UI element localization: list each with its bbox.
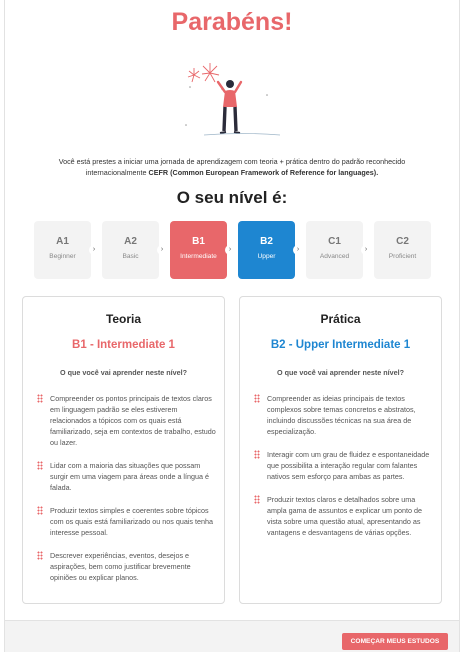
chevron-right-icon: › bbox=[361, 245, 371, 255]
practice-list bbox=[254, 393, 434, 538]
level-name: Intermediate bbox=[180, 253, 217, 260]
firework-right-icon bbox=[202, 63, 219, 82]
level-a2 bbox=[102, 221, 159, 279]
chevron-right-icon: › bbox=[293, 245, 303, 255]
drag-handle-icon bbox=[37, 506, 43, 515]
practice-card bbox=[239, 296, 442, 604]
theory-list bbox=[37, 393, 217, 583]
list-item bbox=[254, 494, 434, 538]
level-heading: O seu nível é: bbox=[176, 188, 288, 207]
chevron-right-icon: › bbox=[157, 245, 167, 255]
level-code: B1 bbox=[192, 236, 205, 247]
chevron-right-icon: › bbox=[89, 245, 99, 255]
list-item-text: Produzir textos simples e coerentes sobre tópicos com os quais está familiarizado ou nos quais tenha interesse pessoal. bbox=[50, 506, 214, 537]
list-item bbox=[37, 550, 217, 583]
level-name: Upper bbox=[257, 253, 276, 260]
level-code: B2 bbox=[260, 236, 273, 247]
list-item-text: Produzir textos claros e detalhados sobre uma ampla gama de assuntos e explicar um ponto de vista sobre uma questão atual, apresentando as vantagens e desvantagens de várias opções. bbox=[267, 495, 423, 537]
drag-handle-icon bbox=[37, 461, 43, 470]
level-name: Proficient bbox=[388, 253, 417, 260]
theory-title: Teoria bbox=[105, 312, 142, 326]
level-code: C1 bbox=[328, 236, 341, 247]
list-item-text: Interagir com um grau de fluidez e espontaneidade que possibilita a interação regular com falantes nativos sem esforço para ambas as partes. bbox=[267, 450, 430, 481]
list-item-text: Descrever experiências, eventos, desejos e aspirações, bem como justificar brevemente opiniões ou explicar planos. bbox=[50, 551, 191, 582]
level-code: A2 bbox=[124, 236, 137, 247]
drag-handle-icon bbox=[254, 450, 260, 459]
list-item bbox=[37, 393, 217, 448]
list-item bbox=[254, 449, 434, 482]
list-item bbox=[37, 505, 217, 538]
level-b1 bbox=[170, 221, 227, 279]
theory-card bbox=[22, 296, 225, 604]
level-name: Advanced bbox=[319, 253, 350, 260]
intro-bold: CEFR (Common European Framework of Reference for languages). bbox=[148, 168, 379, 177]
intro-text bbox=[40, 156, 424, 178]
list-item-text: Lidar com a maioria das situações que possam surgir em uma viagem para áreas onde a língua é falada. bbox=[50, 461, 210, 492]
list-item bbox=[254, 393, 434, 437]
page-title: Parabéns! bbox=[171, 8, 293, 36]
drag-handle-icon bbox=[254, 394, 260, 403]
level-name: Beginner bbox=[49, 253, 76, 260]
footer-bar bbox=[5, 620, 459, 652]
level-code: C2 bbox=[396, 236, 409, 247]
practice-question: O que você vai aprender neste nível? bbox=[276, 368, 405, 377]
theory-question: O que você vai aprender neste nível? bbox=[59, 368, 188, 377]
drag-handle-icon bbox=[254, 495, 260, 504]
person-icon bbox=[218, 80, 241, 133]
level-stepper bbox=[0, 221, 464, 279]
level-c2 bbox=[374, 221, 431, 279]
level-c1 bbox=[306, 221, 363, 279]
chevron-right-icon: › bbox=[225, 245, 235, 255]
list-item-text: Compreender as ideias principais de textos complexos sobre temas concretos e abstratos, incluindo discussões técnicas na sua área de especialização. bbox=[267, 394, 416, 436]
start-studies-button[interactable]: COMEÇAR MEUS ESTUDOS bbox=[342, 633, 448, 650]
celebration-illustration bbox=[182, 55, 282, 147]
level-b2 bbox=[238, 221, 295, 279]
list-item-text: Compreender os pontos principais de textos claros em linguagem padrão se eles estiverem relacionados a tópicos com os quais está familiarizado, seja em contextos de trabalho, estudo ou lazer. bbox=[50, 394, 216, 447]
practice-title: Prática bbox=[320, 312, 361, 326]
drag-handle-icon bbox=[37, 394, 43, 403]
drag-handle-icon bbox=[37, 551, 43, 560]
ground-line bbox=[204, 134, 280, 136]
level-code: A1 bbox=[56, 236, 69, 247]
intro-plain: Você está prestes a iniciar uma jornada de aprendizagem com teoria + prática dentro do padrão reconhecido internacionalmente bbox=[58, 157, 406, 177]
theory-level: B1 - Intermediate 1 bbox=[72, 339, 175, 351]
level-a1 bbox=[34, 221, 91, 279]
level-name: Basic bbox=[122, 253, 139, 260]
list-item bbox=[37, 460, 217, 493]
firework-left-icon bbox=[188, 68, 200, 82]
practice-level: B2 - Upper Intermediate 1 bbox=[270, 339, 411, 351]
